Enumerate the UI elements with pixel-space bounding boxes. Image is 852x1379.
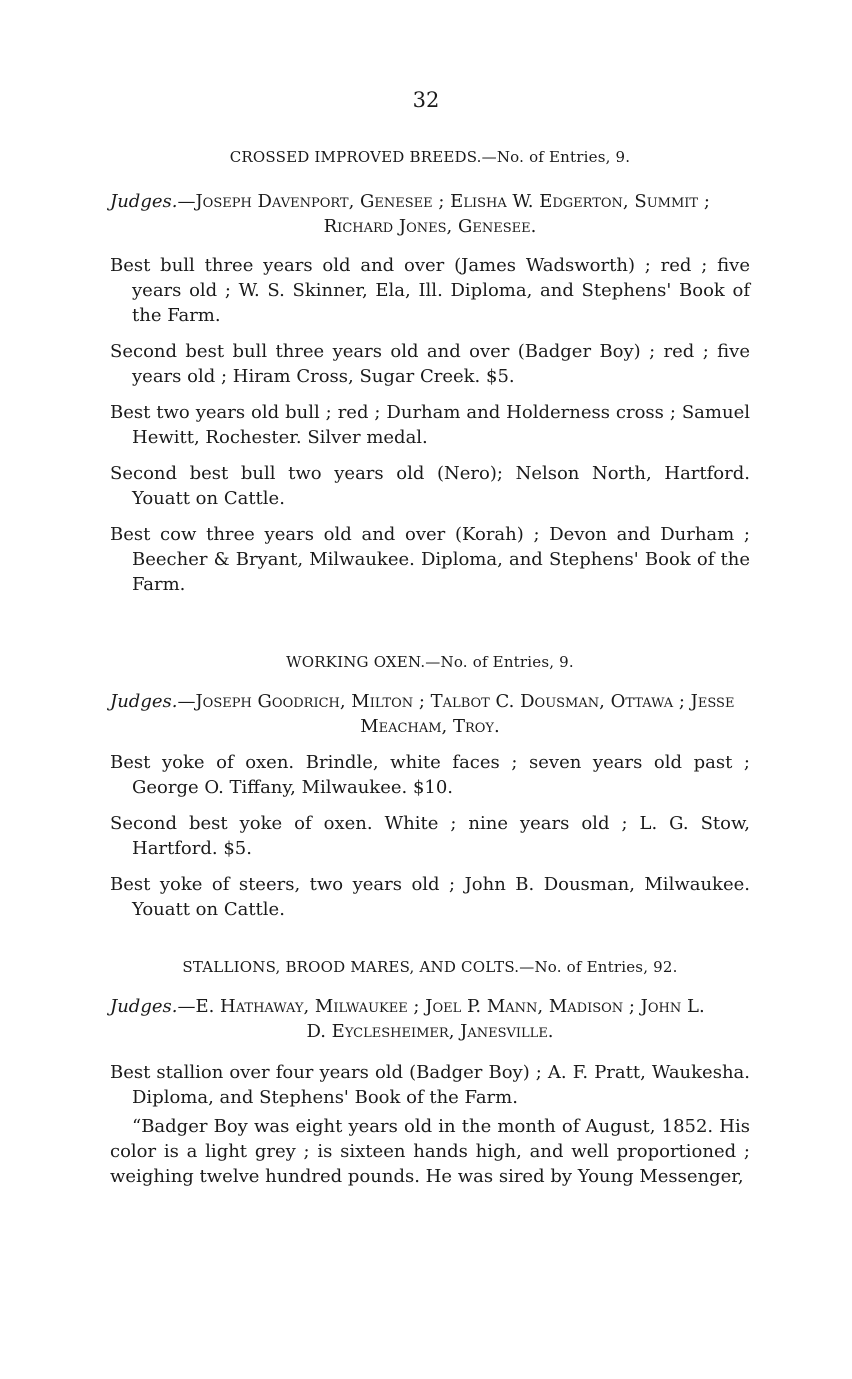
judges-line xyxy=(110,189,750,239)
award-entry: Second best bull two years old (Nero); Nelson North, Hartford. Youatt on Cattle. xyxy=(110,463,750,509)
judges-names: —E. Hathaway, Milwaukee ; Joel P. Mann, Madison ; John L. xyxy=(177,996,705,1017)
section-working-oxen xyxy=(110,650,750,922)
judges-names-cont: D. Eyclesheimer, Janesville. xyxy=(306,1021,554,1042)
judges-label: Judges. xyxy=(110,996,178,1017)
award-entry: Best yoke of steers, two years old ; John B. Dousman, Milwaukee. Youatt on Cattle. xyxy=(110,874,750,920)
judges-names-cont: Richard Jones, Genesee. xyxy=(323,216,537,237)
judges-label: Judges. xyxy=(110,191,178,212)
judges-label: Judges. xyxy=(110,691,178,712)
award-entry: Best stallion over four years old (Badger Boy) ; A. F. Pratt, Waukesha. Diploma, and Stephens' Book of the Farm. xyxy=(110,1062,750,1108)
section-heading: WORKING OXEN.—No. of Entries, 9. xyxy=(286,653,574,671)
award-entry: Best bull three years old and over (James Wadsworth) ; red ; five years old ; W. S. Skinner, Ela, Ill. Diploma, and Stephens' Book of the Farm. xyxy=(110,255,750,326)
judges-line xyxy=(110,689,750,739)
judges-names: —Joseph Goodrich, Milton ; Talbot C. Dousman, Ottawa ; Jesse xyxy=(177,691,735,712)
award-entry: Second best bull three years old and over (Badger Boy) ; red ; five years old ; Hiram Cross, Sugar Creek. $5. xyxy=(110,341,750,387)
section-crossed-improved-breeds xyxy=(110,145,750,597)
section-stallions-brood-mares-colts xyxy=(110,955,750,1189)
award-entry: Best cow three years old and over (Korah) ; Devon and Durham ; Beecher & Bryant, Milwaukee. Diploma, and Stephens' Book of the Farm. xyxy=(110,524,750,595)
section-heading: STALLIONS, BROOD MARES, AND COLTS.—No. of Entries, 92. xyxy=(182,958,678,976)
quote-paragraph: “Badger Boy was eight years old in the month of August, 1852. His color is a light grey ; is sixteen hands high, and well proportioned ; weighing twelve hundred pounds. He was sired by Young Messenger, xyxy=(110,1116,750,1187)
section-heading: CROSSED IMPROVED BREEDS.—No. of Entries, 9. xyxy=(229,148,631,166)
page-number: 32 xyxy=(412,88,440,112)
judges-names: —Joseph Davenport, Genesee ; Elisha W. Edgerton, Summit ; xyxy=(177,191,710,212)
award-entry: Best two years old bull ; red ; Durham and Holderness cross ; Samuel Hewitt, Rochester. Silver medal. xyxy=(110,402,750,448)
judges-names-cont: Meacham, Troy. xyxy=(360,716,500,737)
award-entry: Best yoke of oxen. Brindle, white faces ; seven years old past ; George O. Tiffany, Milwaukee. $10. xyxy=(110,752,750,798)
judges-line xyxy=(110,994,750,1044)
award-entry: Second best yoke of oxen. White ; nine years old ; L. G. Stow, Hartford. $5. xyxy=(110,813,750,859)
